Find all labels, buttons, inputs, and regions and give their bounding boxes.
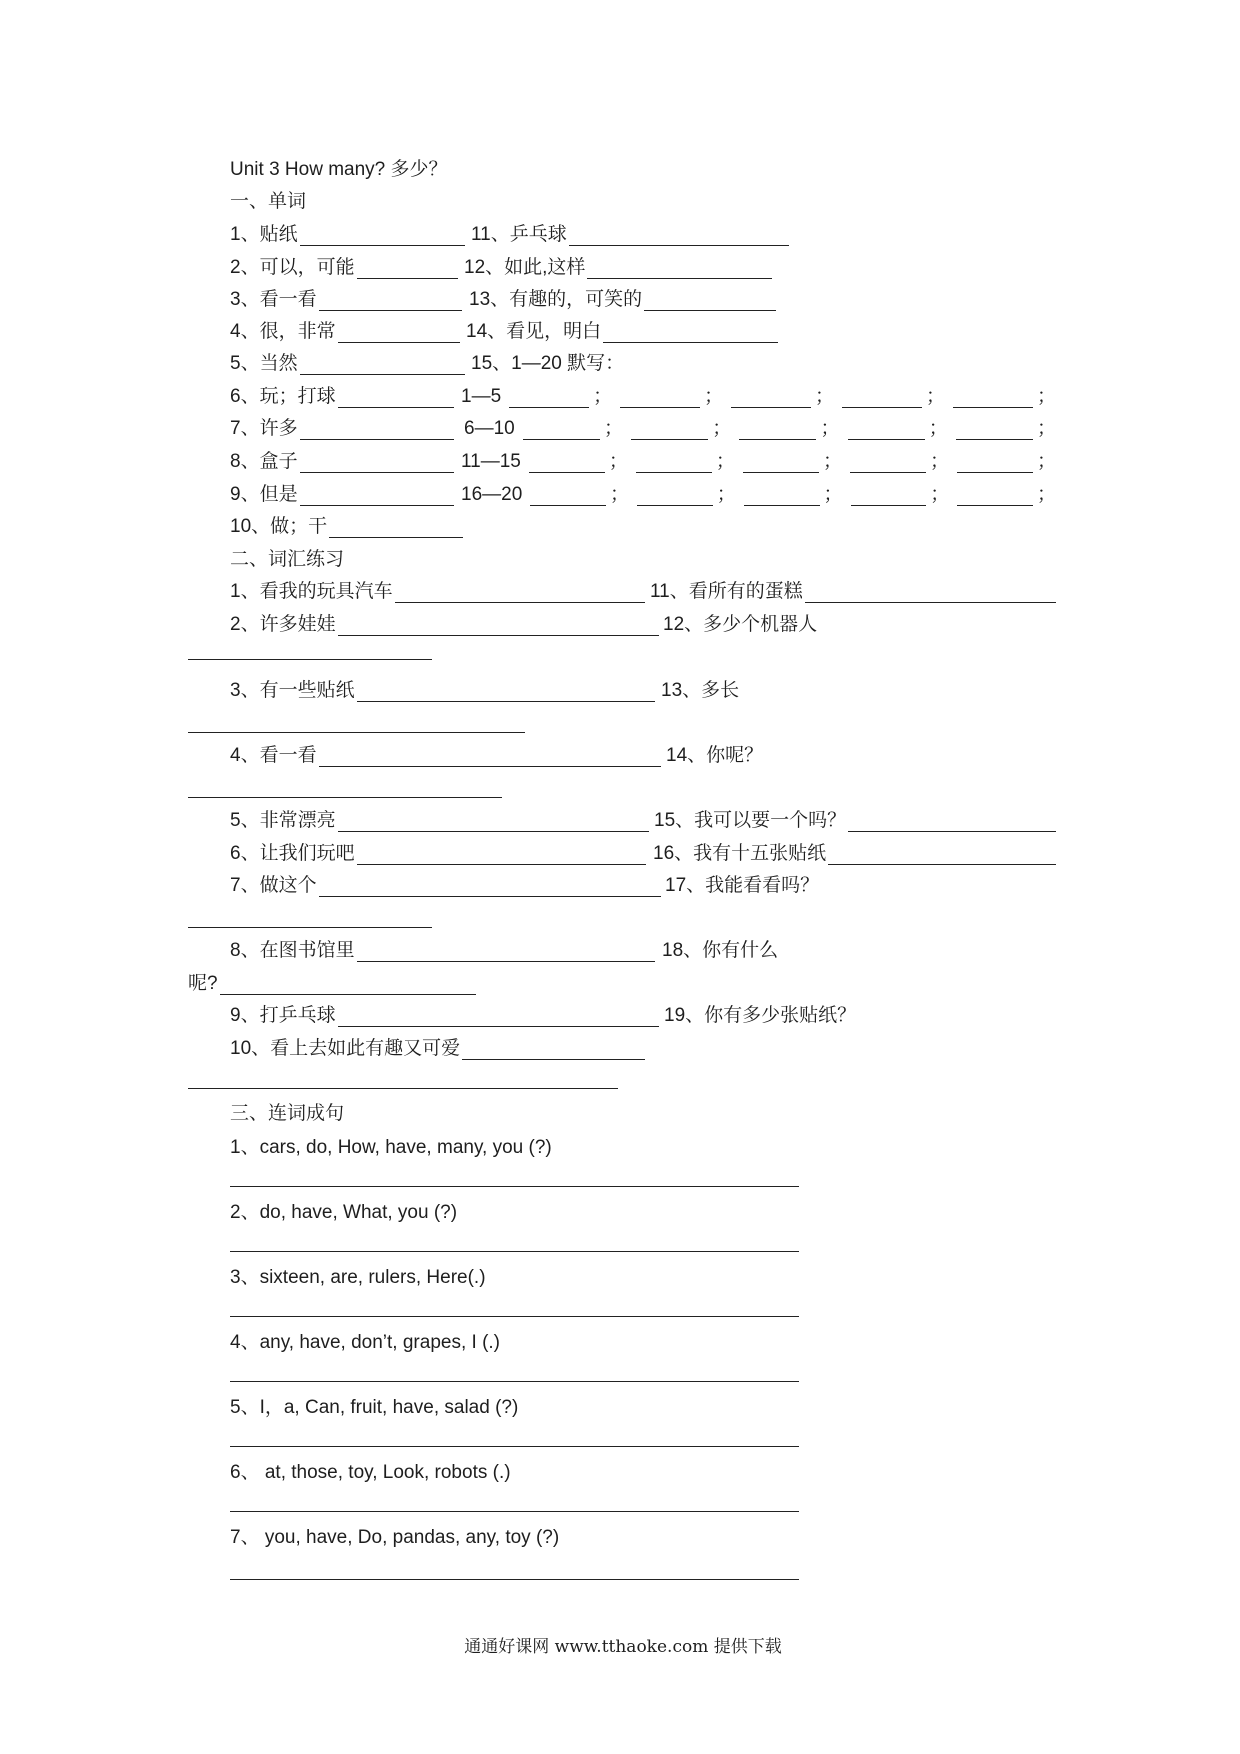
separator: ； <box>815 386 835 407</box>
answer-blank <box>587 258 772 279</box>
answer-blank <box>631 419 708 440</box>
answer-line <box>188 1088 618 1089</box>
phrase-item <box>665 871 819 897</box>
answer-line <box>188 732 525 733</box>
answer-blank <box>805 582 1056 603</box>
phrase-item <box>230 676 655 702</box>
answer-blank <box>529 452 605 473</box>
phrase-item <box>654 806 1056 832</box>
answer-blank <box>357 258 458 279</box>
vocab-label: 10、做；干 <box>230 516 328 537</box>
phrase-label: 14、你呢？ <box>666 745 764 766</box>
answer-line <box>188 927 432 928</box>
phrase-label: 呢? <box>188 973 218 994</box>
number-range-row <box>461 447 1056 473</box>
vocab-item <box>230 447 454 473</box>
answer-blank <box>300 354 465 375</box>
answer-blank <box>300 452 454 473</box>
separator: ； <box>930 484 950 505</box>
answer-line <box>230 1511 799 1512</box>
vocab-label: 15、1—20 默写： <box>471 353 625 374</box>
phrase-item <box>653 839 1056 865</box>
separator: ； <box>820 418 840 439</box>
phrase-label: 7、做这个 <box>230 875 317 896</box>
separator: ； <box>1037 484 1057 505</box>
sentence-prompt: 3、sixteen, are, rulers, Here(.) <box>230 1267 486 1288</box>
phrase-label: 19、你有多少张贴纸？ <box>664 1005 857 1026</box>
answer-line <box>230 1251 799 1252</box>
phrase-label: 8、在图书馆里 <box>230 940 355 961</box>
vocab-item <box>230 480 454 506</box>
phrase-item <box>230 1034 645 1060</box>
vocab-item <box>230 382 454 408</box>
phrase-item <box>230 806 649 832</box>
section-heading-sentences: 三、连词成句 <box>230 1103 345 1124</box>
section-heading-phrases: 二、词汇练习 <box>230 549 345 570</box>
phrase-label: 11、看所有的蛋糕 <box>650 581 803 602</box>
separator: ； <box>1036 386 1056 407</box>
vocab-item <box>471 349 624 375</box>
sentence-prompt: 4、any, have, don’t, grapes, I (.) <box>230 1332 501 1353</box>
phrase-item <box>663 610 817 636</box>
phrase-item <box>664 1001 856 1027</box>
phrase-label: 5、非常漂亮 <box>230 810 336 831</box>
phrase-label: 15、我可以要一个吗？ <box>654 810 847 831</box>
answer-blank <box>743 452 819 473</box>
phrase-label: 9、打乒乓球 <box>230 1005 336 1026</box>
separator: ； <box>593 386 613 407</box>
answer-blank <box>395 582 645 603</box>
sentence-prompt: 6、 at, those, toy, Look, robots (.) <box>230 1462 511 1483</box>
answer-blank <box>338 811 649 832</box>
answer-blank <box>509 387 589 408</box>
answer-blank <box>357 941 655 962</box>
answer-blank <box>636 452 712 473</box>
range-label: 16—20 <box>461 484 523 505</box>
answer-line <box>188 797 502 798</box>
answer-blank <box>338 1006 659 1027</box>
phrase-label: 6、让我们玩吧 <box>230 843 355 864</box>
answer-line <box>188 659 432 660</box>
vocab-item <box>230 253 458 279</box>
answer-blank <box>957 452 1033 473</box>
answer-blank <box>569 225 789 246</box>
phrase-label: 18、你有什么 <box>662 940 779 961</box>
vocab-label: 3、看一看 <box>230 289 317 310</box>
vocab-item <box>230 220 465 246</box>
answer-line <box>230 1381 799 1382</box>
phrase-label: 12、多少个机器人 <box>663 614 818 635</box>
vocab-item <box>230 317 460 343</box>
vocab-label: 14、看见，明白 <box>466 321 602 342</box>
phrase-item <box>230 741 661 767</box>
answer-blank <box>530 485 606 506</box>
answer-blank <box>731 387 811 408</box>
vocab-label: 7、许多 <box>230 418 298 439</box>
answer-blank <box>220 974 476 995</box>
separator: ； <box>823 484 843 505</box>
answer-blank <box>300 485 454 506</box>
phrase-item <box>661 676 739 702</box>
answer-blank <box>851 485 927 506</box>
answer-blank <box>842 387 922 408</box>
phrase-item <box>230 610 659 636</box>
vocab-item <box>230 285 462 311</box>
separator: ； <box>610 484 630 505</box>
answer-blank <box>744 485 820 506</box>
answer-blank <box>462 1039 645 1060</box>
vocab-label: 4、很，非常 <box>230 321 336 342</box>
answer-blank <box>620 387 700 408</box>
vocab-item <box>464 253 772 279</box>
separator: ； <box>929 451 949 472</box>
answer-blank <box>338 615 659 636</box>
phrase-continuation <box>188 969 476 995</box>
answer-blank <box>603 322 778 343</box>
answer-blank <box>300 419 454 440</box>
sentence-prompt: 5、I，a, Can, fruit, have, salad (?) <box>230 1397 519 1418</box>
phrase-item <box>230 936 655 962</box>
separator: ； <box>926 386 946 407</box>
phrase-label: 2、许多娃娃 <box>230 614 336 635</box>
page-footer: 通通好课网 www.tthaoke.com 提供下载 <box>464 1637 782 1657</box>
phrase-label: 1、看我的玩具汽车 <box>230 581 393 602</box>
answer-blank <box>739 419 816 440</box>
phrase-label: 3、有一些贴纸 <box>230 680 355 701</box>
answer-blank <box>637 485 713 506</box>
answer-blank <box>828 844 1056 865</box>
vocab-label: 5、当然 <box>230 353 298 374</box>
answer-blank <box>338 387 454 408</box>
phrase-item <box>662 936 778 962</box>
vocab-label: 2、可以，可能 <box>230 257 355 278</box>
vocab-item <box>469 285 776 311</box>
phrase-item <box>650 577 1056 603</box>
separator: ； <box>928 418 948 439</box>
vocab-label: 11、乒乓球 <box>471 224 567 245</box>
answer-blank <box>319 876 661 897</box>
vocab-item <box>230 349 465 375</box>
separator: ； <box>1037 418 1057 439</box>
answer-line <box>230 1579 799 1580</box>
sentence-prompt: 2、do, have, What, you (?) <box>230 1202 458 1223</box>
vocab-label: 12、如此,这样 <box>464 257 586 278</box>
answer-line <box>230 1186 799 1187</box>
separator: ； <box>603 418 623 439</box>
answer-blank <box>357 844 646 865</box>
vocab-label: 9、但是 <box>230 484 298 505</box>
answer-blank <box>848 811 1056 832</box>
answer-blank <box>953 387 1033 408</box>
answer-blank <box>329 517 463 538</box>
answer-blank <box>338 322 460 343</box>
vocab-label: 6、玩；打球 <box>230 386 336 407</box>
range-label: 1—5 <box>461 386 502 407</box>
separator: ； <box>712 418 732 439</box>
worksheet-title: Unit 3 How many? 多少？ <box>230 159 448 180</box>
phrase-label: 13、多长 <box>661 680 740 701</box>
answer-blank <box>956 419 1033 440</box>
phrase-item <box>230 871 661 897</box>
separator: ； <box>1037 451 1057 472</box>
answer-blank <box>957 485 1033 506</box>
phrase-label: 16、我有十五张贴纸 <box>653 843 827 864</box>
vocab-item <box>471 220 789 246</box>
separator: ； <box>822 451 842 472</box>
section-heading-vocabulary: 一、单词 <box>230 191 307 212</box>
number-range-row <box>464 414 1056 440</box>
vocab-item <box>230 512 463 538</box>
answer-blank <box>319 746 661 767</box>
phrase-item <box>230 839 646 865</box>
phrase-label: 10、看上去如此有趣又可爱 <box>230 1038 461 1059</box>
number-range-row <box>461 382 1056 408</box>
phrase-label: 4、看一看 <box>230 745 317 766</box>
vocab-label: 1、贴纸 <box>230 224 298 245</box>
range-label: 6—10 <box>464 418 515 439</box>
answer-blank <box>319 290 462 311</box>
vocab-label: 8、盒子 <box>230 451 298 472</box>
answer-blank <box>523 419 600 440</box>
vocab-item <box>466 317 778 343</box>
phrase-label: 17、我能看看吗？ <box>665 875 820 896</box>
answer-line <box>230 1316 799 1317</box>
phrase-item <box>666 741 763 767</box>
separator: ； <box>704 386 724 407</box>
phrase-item <box>230 577 645 603</box>
separator: ； <box>608 451 628 472</box>
answer-blank <box>848 419 925 440</box>
sentence-prompt: 1、cars, do, How, have, many, you (?) <box>230 1137 552 1158</box>
separator: ； <box>716 484 736 505</box>
answer-blank <box>357 681 655 702</box>
sentence-prompt: 7、 you, have, Do, pandas, any, toy (?) <box>230 1527 560 1548</box>
range-label: 11—15 <box>461 451 521 472</box>
vocab-item <box>230 414 454 440</box>
answer-blank <box>850 452 926 473</box>
answer-blank <box>300 225 465 246</box>
separator: ； <box>715 451 735 472</box>
answer-blank <box>644 290 776 311</box>
number-range-row <box>461 480 1056 506</box>
vocab-label: 13、有趣的，可笑的 <box>469 289 643 310</box>
answer-line <box>230 1446 799 1447</box>
phrase-item <box>230 1001 659 1027</box>
